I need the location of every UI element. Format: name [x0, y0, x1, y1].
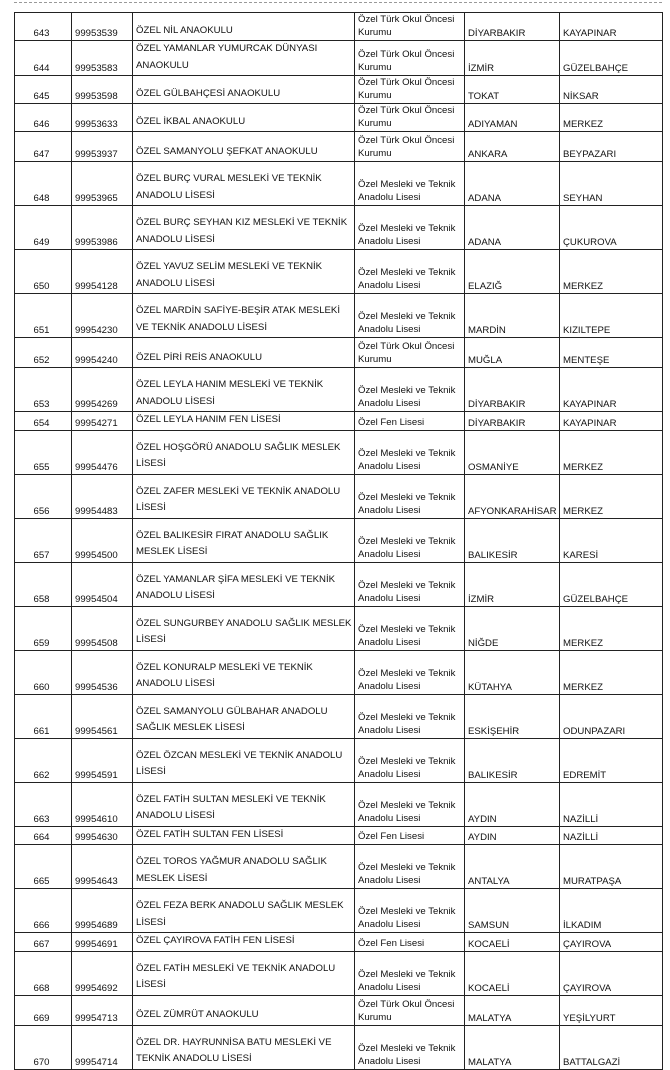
province: AYDIN: [465, 826, 560, 845]
institution-name: ÖZEL ÇAYIROVA FATİH FEN LİSESİ: [133, 933, 355, 952]
table-row: [15, 41, 663, 76]
institution-code: 99954230: [72, 294, 133, 338]
table-row: [15, 430, 663, 474]
province: KOCAELİ: [465, 951, 560, 995]
table-row: [15, 206, 663, 250]
district: MERKEZ: [560, 606, 663, 650]
institution-name: ÖZEL NİL ANAOKULU: [133, 13, 355, 41]
district: ODUNPAZARI: [560, 694, 663, 738]
institution-code: 99954561: [72, 694, 133, 738]
row-number: 667: [15, 933, 72, 952]
province: BALIKESİR: [465, 738, 560, 782]
institution-code: 99954691: [72, 933, 133, 952]
institution-type: Özel Türk Okul Öncesi Kurumu: [355, 132, 465, 162]
table-row: [15, 474, 663, 518]
institution-name: ÖZEL YAVUZ SELİM MESLEKİ VE TEKNİK ANADOLU LİSESİ: [133, 250, 355, 294]
row-number: 652: [15, 338, 72, 368]
institution-code: 99953965: [72, 162, 133, 206]
table-row: [15, 650, 663, 694]
institution-type: Özel Mesleki ve Teknik Anadolu Lisesi: [355, 951, 465, 995]
province: OSMANİYE: [465, 430, 560, 474]
district: YEŞİLYURT: [560, 995, 663, 1025]
institution-code: 99954591: [72, 738, 133, 782]
row-number: 659: [15, 606, 72, 650]
table-row: [15, 412, 663, 431]
row-number: 664: [15, 826, 72, 845]
row-number: 665: [15, 845, 72, 889]
institution-code: 99954692: [72, 951, 133, 995]
institution-name: ÖZEL BURÇ VURAL MESLEKİ VE TEKNİK ANADOLU LİSESİ: [133, 162, 355, 206]
institution-type: Özel Türk Okul Öncesi Kurumu: [355, 41, 465, 76]
table-row: [15, 995, 663, 1025]
province: MALATYA: [465, 1025, 560, 1069]
institution-type: Özel Mesleki ve Teknik Anadolu Lisesi: [355, 294, 465, 338]
row-number: 647: [15, 132, 72, 162]
institution-code: 99954483: [72, 474, 133, 518]
institution-type: Özel Fen Lisesi: [355, 826, 465, 845]
district: ÇAYIROVA: [560, 951, 663, 995]
institution-type: Özel Mesleki ve Teknik Anadolu Lisesi: [355, 782, 465, 826]
row-number: 656: [15, 474, 72, 518]
institution-name: ÖZEL GÜLBAHÇESİ ANAOKULU: [133, 76, 355, 104]
institution-code: 99953598: [72, 76, 133, 104]
province: MARDİN: [465, 294, 560, 338]
institution-name: ÖZEL TOROS YAĞMUR ANADOLU SAĞLIK MESLEK LİSESİ: [133, 845, 355, 889]
province: NİĞDE: [465, 606, 560, 650]
province: İZMİR: [465, 562, 560, 606]
row-number: 648: [15, 162, 72, 206]
institution-type: Özel Mesleki ve Teknik Anadolu Lisesi: [355, 162, 465, 206]
institution-code: 99953583: [72, 41, 133, 76]
table-row: [15, 518, 663, 562]
district: KIZILTEPE: [560, 294, 663, 338]
institution-type: Özel Türk Okul Öncesi Kurumu: [355, 338, 465, 368]
province: ADIYAMAN: [465, 104, 560, 132]
row-number: 653: [15, 368, 72, 412]
institution-code: 99954536: [72, 650, 133, 694]
table-row: [15, 738, 663, 782]
institution-type: Özel Mesleki ve Teknik Anadolu Lisesi: [355, 206, 465, 250]
district: MERKEZ: [560, 250, 663, 294]
province: SAMSUN: [465, 889, 560, 933]
district: MURATPAŞA: [560, 845, 663, 889]
row-number: 669: [15, 995, 72, 1025]
row-number: 663: [15, 782, 72, 826]
institution-code: 99954610: [72, 782, 133, 826]
row-number: 670: [15, 1025, 72, 1069]
table-row: [15, 13, 663, 41]
table-row: [15, 250, 663, 294]
province: MUĞLA: [465, 338, 560, 368]
institution-type: Özel Mesleki ve Teknik Anadolu Lisesi: [355, 562, 465, 606]
institution-name: ÖZEL ÖZCAN MESLEKİ VE TEKNİK ANADOLU LİSESİ: [133, 738, 355, 782]
institution-type: Özel Fen Lisesi: [355, 412, 465, 431]
institution-name: ÖZEL ZÜMRÜT ANAOKULU: [133, 995, 355, 1025]
institution-name: ÖZEL İKBAL ANAOKULU: [133, 104, 355, 132]
institution-type: Özel Fen Lisesi: [355, 933, 465, 952]
institution-code: 99953986: [72, 206, 133, 250]
row-number: 654: [15, 412, 72, 431]
province: DİYARBAKIR: [465, 13, 560, 41]
institution-code: 99954643: [72, 845, 133, 889]
district: NİKSAR: [560, 76, 663, 104]
institution-name: ÖZEL DR. HAYRUNNİSA BATU MESLEKİ VE TEKNİK ANADOLU LİSESİ: [133, 1025, 355, 1069]
row-number: 655: [15, 430, 72, 474]
institution-code: 99954240: [72, 338, 133, 368]
institution-code: 99954508: [72, 606, 133, 650]
institution-type: Özel Mesleki ve Teknik Anadolu Lisesi: [355, 430, 465, 474]
table-row: [15, 104, 663, 132]
row-number: 644: [15, 41, 72, 76]
institution-type: Özel Mesleki ve Teknik Anadolu Lisesi: [355, 738, 465, 782]
institution-name: ÖZEL FEZA BERK ANADOLU SAĞLIK MESLEK LİSESİ: [133, 889, 355, 933]
district: KAYAPINAR: [560, 412, 663, 431]
table-row: [15, 1025, 663, 1069]
institution-name: ÖZEL BALIKESİR FIRAT ANADOLU SAĞLIK MESLEK LİSESİ: [133, 518, 355, 562]
district: BEYPAZARI: [560, 132, 663, 162]
district: KARESİ: [560, 518, 663, 562]
institution-type: Özel Mesleki ve Teknik Anadolu Lisesi: [355, 889, 465, 933]
province: ELAZIĞ: [465, 250, 560, 294]
institution-name: ÖZEL PİRİ REİS ANAOKULU: [133, 338, 355, 368]
district: MENTEŞE: [560, 338, 663, 368]
table-row: [15, 368, 663, 412]
institution-code: 99954500: [72, 518, 133, 562]
table-row: [15, 933, 663, 952]
institution-name: ÖZEL YAMANLAR ŞİFA MESLEKİ VE TEKNİK ANADOLU LİSESİ: [133, 562, 355, 606]
province: MALATYA: [465, 995, 560, 1025]
province: AFYONKARAHİSAR: [465, 474, 560, 518]
institution-name: ÖZEL SAMANYOLU ŞEFKAT ANAOKULU: [133, 132, 355, 162]
province: İZMİR: [465, 41, 560, 76]
province: TOKAT: [465, 76, 560, 104]
province: ADANA: [465, 206, 560, 250]
institution-name: ÖZEL MARDİN SAFİYE-BEŞİR ATAK MESLEKİ VE TEKNİK ANADOLU LİSESİ: [133, 294, 355, 338]
district: MERKEZ: [560, 104, 663, 132]
row-number: 662: [15, 738, 72, 782]
district: MERKEZ: [560, 474, 663, 518]
institution-type: Özel Mesleki ve Teknik Anadolu Lisesi: [355, 368, 465, 412]
province: ESKİŞEHİR: [465, 694, 560, 738]
district: SEYHAN: [560, 162, 663, 206]
province: BALIKESİR: [465, 518, 560, 562]
institution-code: 99954476: [72, 430, 133, 474]
institution-code: 99953633: [72, 104, 133, 132]
institution-code: 99954271: [72, 412, 133, 431]
institution-code: 99953539: [72, 13, 133, 41]
institution-name: ÖZEL BURÇ SEYHAN KIZ MESLEKİ VE TEKNİK ANADOLU LİSESİ: [133, 206, 355, 250]
institution-name: ÖZEL FATİH SULTAN FEN LİSESİ: [133, 826, 355, 845]
institution-name: ÖZEL LEYLA HANIM FEN LİSESİ: [133, 412, 355, 431]
schools-table-body: [15, 13, 663, 1070]
province: DİYARBAKIR: [465, 368, 560, 412]
row-number: 660: [15, 650, 72, 694]
district: MERKEZ: [560, 650, 663, 694]
row-number: 668: [15, 951, 72, 995]
institution-type: Özel Türk Okul Öncesi Kurumu: [355, 104, 465, 132]
table-row: [15, 951, 663, 995]
row-number: 649: [15, 206, 72, 250]
table-row: [15, 889, 663, 933]
schools-table: [14, 12, 663, 1070]
table-row: [15, 562, 663, 606]
institution-code: 99954128: [72, 250, 133, 294]
row-number: 645: [15, 76, 72, 104]
institution-code: 99954713: [72, 995, 133, 1025]
table-row: [15, 294, 663, 338]
institution-name: ÖZEL ZAFER MESLEKİ VE TEKNİK ANADOLU LİSESİ: [133, 474, 355, 518]
institution-name: ÖZEL KONURALP MESLEKİ VE TEKNİK ANADOLU LİSESİ: [133, 650, 355, 694]
row-number: 643: [15, 13, 72, 41]
district: KAYAPINAR: [560, 368, 663, 412]
table-row: [15, 845, 663, 889]
institution-name: ÖZEL HOŞGÖRÜ ANADOLU SAĞLIK MESLEK LİSESİ: [133, 430, 355, 474]
institution-type: Özel Mesleki ve Teknik Anadolu Lisesi: [355, 1025, 465, 1069]
district: NAZİLLİ: [560, 782, 663, 826]
table-row: [15, 826, 663, 845]
province: ADANA: [465, 162, 560, 206]
row-number: 658: [15, 562, 72, 606]
institution-type: Özel Mesleki ve Teknik Anadolu Lisesi: [355, 650, 465, 694]
institution-name: ÖZEL LEYLA HANIM MESLEKİ VE TEKNİK ANADOLU LİSESİ: [133, 368, 355, 412]
row-number: 651: [15, 294, 72, 338]
province: AYDIN: [465, 782, 560, 826]
institution-type: Özel Mesleki ve Teknik Anadolu Lisesi: [355, 518, 465, 562]
institution-code: 99954630: [72, 826, 133, 845]
table-row: [15, 76, 663, 104]
table-row: [15, 132, 663, 162]
district: KAYAPINAR: [560, 13, 663, 41]
table-row: [15, 606, 663, 650]
row-number: 650: [15, 250, 72, 294]
institution-code: 99954269: [72, 368, 133, 412]
table-row: [15, 338, 663, 368]
institution-type: Özel Mesleki ve Teknik Anadolu Lisesi: [355, 694, 465, 738]
table-row: [15, 162, 663, 206]
institution-name: ÖZEL FATİH MESLEKİ VE TEKNİK ANADOLU LİSESİ: [133, 951, 355, 995]
institution-code: 99954504: [72, 562, 133, 606]
institution-name: ÖZEL YAMANLAR YUMURCAK DÜNYASI ANAOKULU: [133, 41, 355, 76]
institution-code: 99954714: [72, 1025, 133, 1069]
institution-type: Özel Türk Okul Öncesi Kurumu: [355, 995, 465, 1025]
institution-type: Özel Türk Okul Öncesi Kurumu: [355, 13, 465, 41]
row-number: 657: [15, 518, 72, 562]
province: ANKARA: [465, 132, 560, 162]
district: EDREMİT: [560, 738, 663, 782]
institution-code: 99954689: [72, 889, 133, 933]
province: ANTALYA: [465, 845, 560, 889]
institution-type: Özel Mesleki ve Teknik Anadolu Lisesi: [355, 845, 465, 889]
institution-type: Özel Türk Okul Öncesi Kurumu: [355, 76, 465, 104]
row-number: 666: [15, 889, 72, 933]
page-top-rule: [14, 2, 662, 3]
district: İLKADIM: [560, 889, 663, 933]
district: ÇUKUROVA: [560, 206, 663, 250]
district: GÜZELBAHÇE: [560, 41, 663, 76]
institution-type: Özel Mesleki ve Teknik Anadolu Lisesi: [355, 606, 465, 650]
district: GÜZELBAHÇE: [560, 562, 663, 606]
province: DİYARBAKIR: [465, 412, 560, 431]
district: MERKEZ: [560, 430, 663, 474]
institution-type: Özel Mesleki ve Teknik Anadolu Lisesi: [355, 250, 465, 294]
district: ÇAYIROVA: [560, 933, 663, 952]
institution-name: ÖZEL FATİH SULTAN MESLEKİ VE TEKNİK ANADOLU LİSESİ: [133, 782, 355, 826]
province: KÜTAHYA: [465, 650, 560, 694]
row-number: 661: [15, 694, 72, 738]
institution-type: Özel Mesleki ve Teknik Anadolu Lisesi: [355, 474, 465, 518]
province: KOCAELİ: [465, 933, 560, 952]
institution-name: ÖZEL SAMANYOLU GÜLBAHAR ANADOLU SAĞLIK MESLEK LİSESİ: [133, 694, 355, 738]
table-row: [15, 694, 663, 738]
row-number: 646: [15, 104, 72, 132]
institution-code: 99953937: [72, 132, 133, 162]
institution-name: ÖZEL SUNGURBEY ANADOLU SAĞLIK MESLEK LİSESİ: [133, 606, 355, 650]
table-row: [15, 782, 663, 826]
district: NAZİLLİ: [560, 826, 663, 845]
district: BATTALGAZİ: [560, 1025, 663, 1069]
